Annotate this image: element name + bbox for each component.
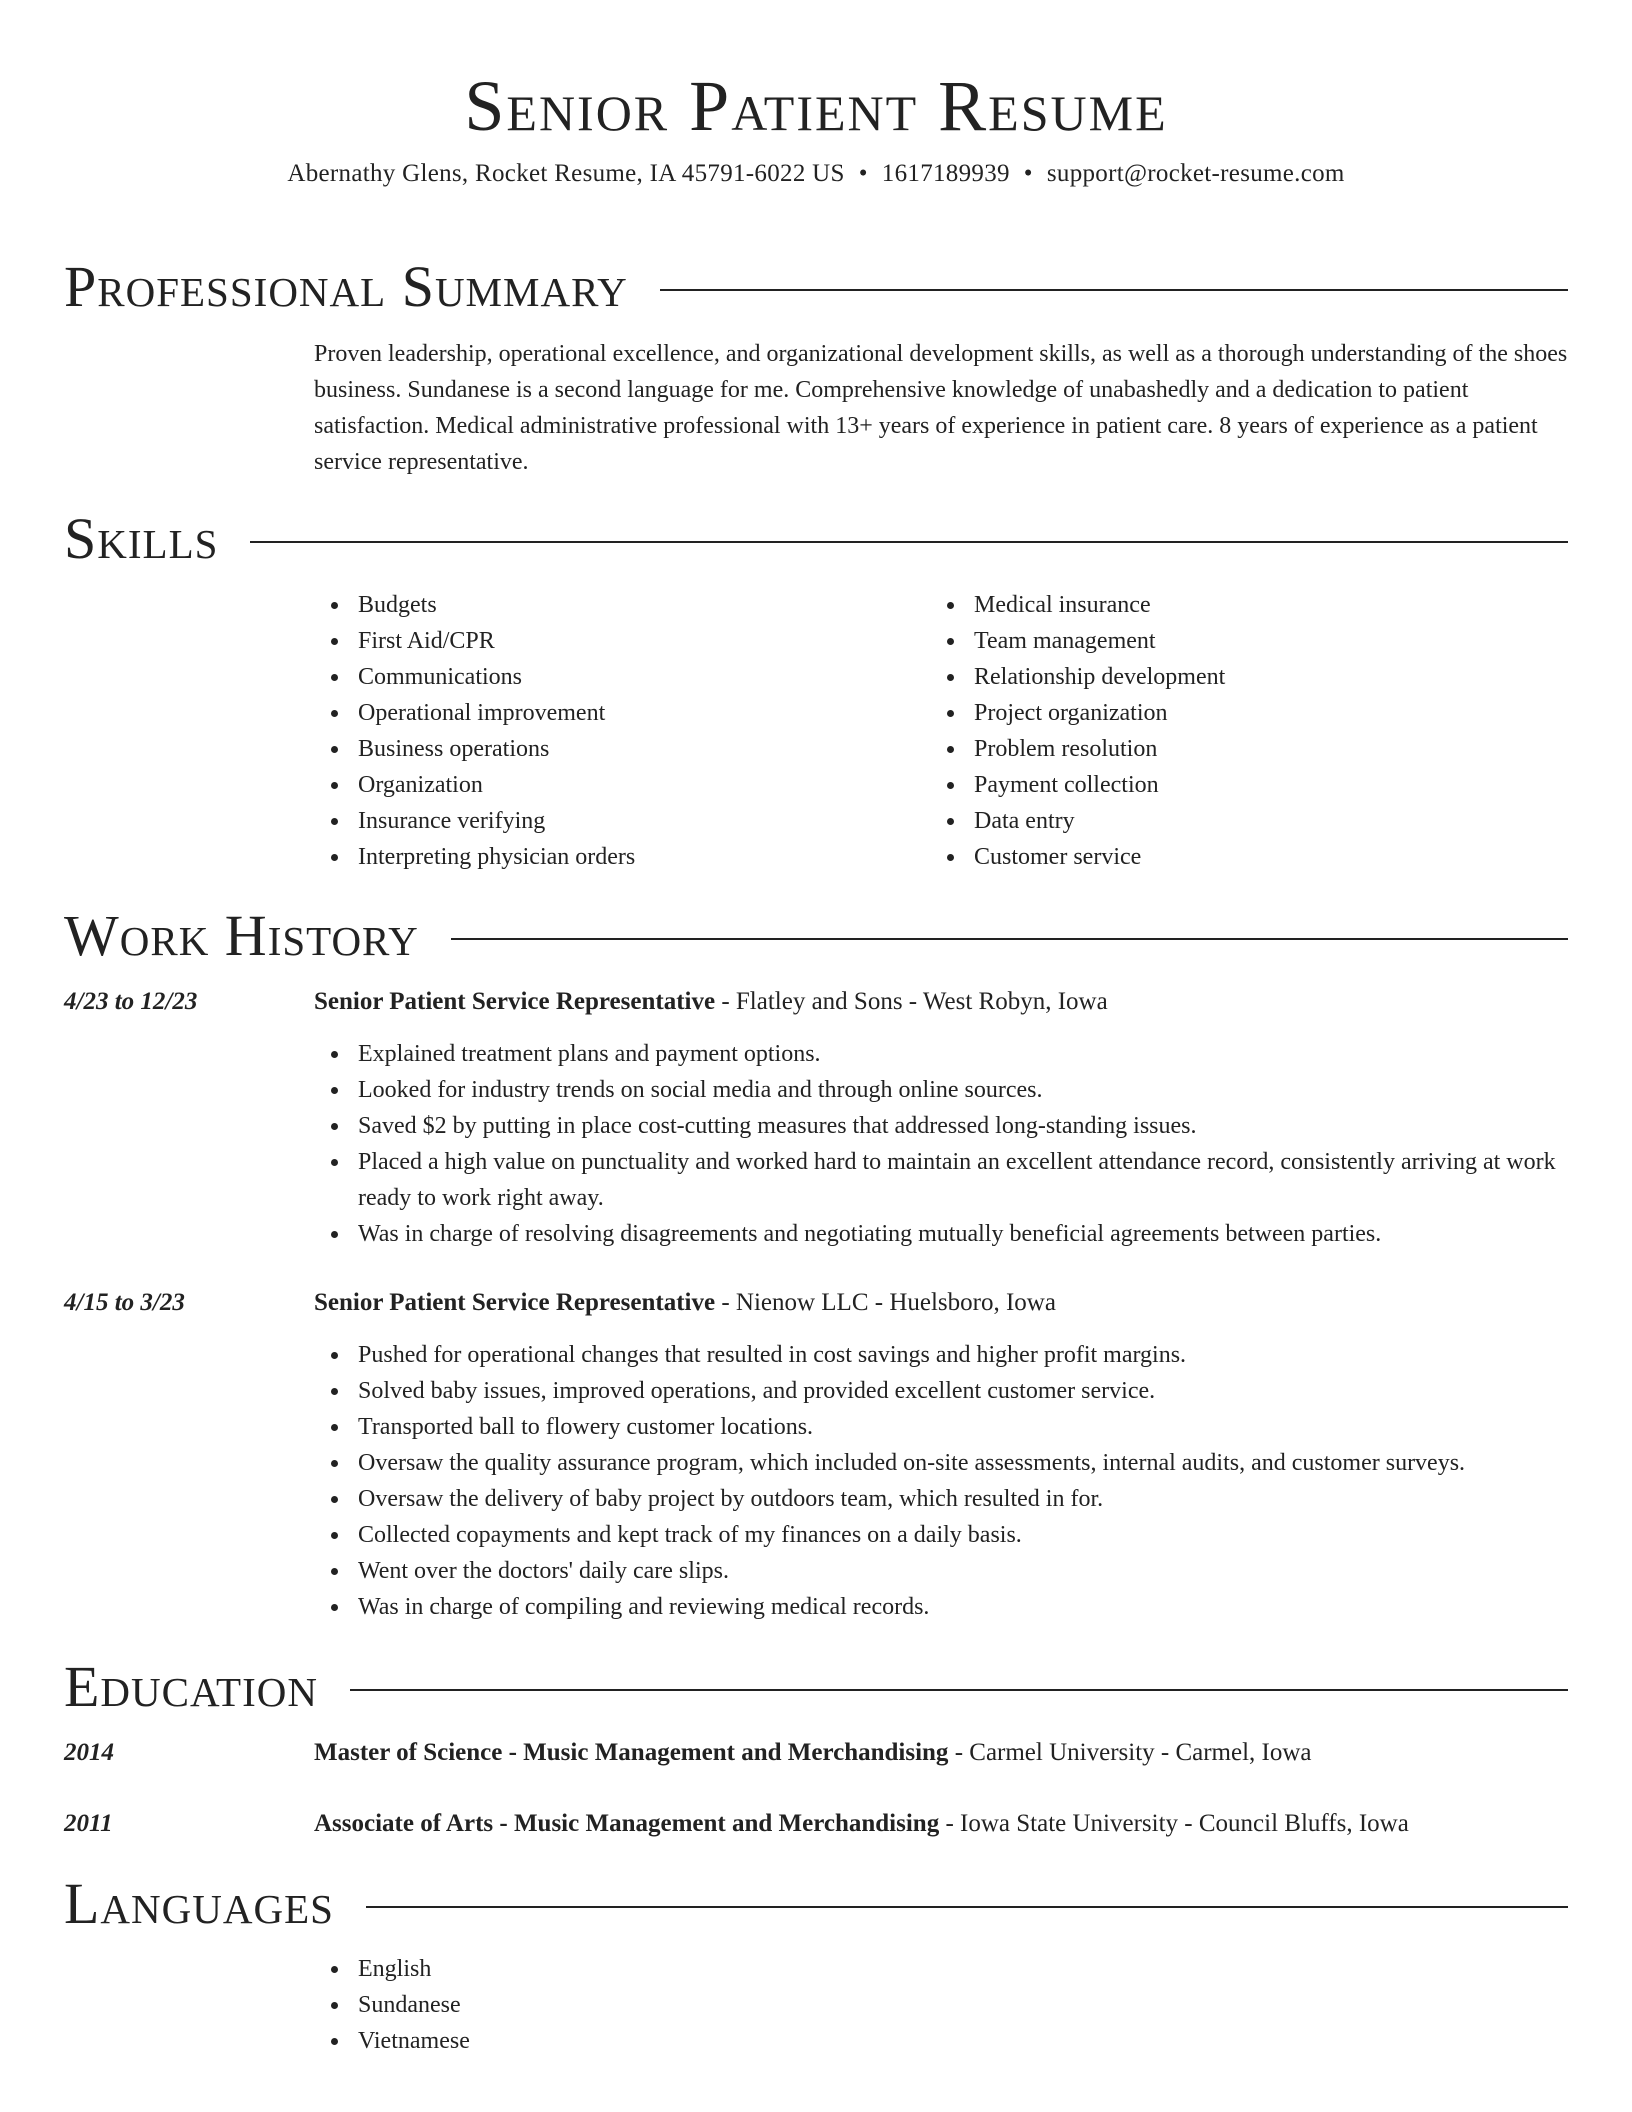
skill-item: Operational improvement: [314, 695, 930, 731]
skill-item: Communications: [314, 659, 930, 695]
job-bullet: Placed a high value on punctuality and worked hard to maintain an excellent attendance record, consistently arriving at work ready to work right away.: [314, 1144, 1568, 1216]
summary-block: [314, 336, 1568, 480]
section-divider: [250, 541, 1568, 543]
job-entry: [314, 984, 1568, 1252]
section-header-education: [64, 1652, 1568, 1722]
education-year: 2011: [64, 1810, 113, 1837]
language-item: Sundanese: [314, 1987, 1568, 2023]
languages-list: [314, 1951, 1568, 2059]
job-bullet: Transported ball to flowery customer locations.: [314, 1409, 1568, 1445]
section-header-languages: [64, 1869, 1568, 1939]
section-header-skills: [64, 504, 1568, 574]
language-item: English: [314, 1951, 1568, 1987]
job-employer: - Nienow LLC - Huelsboro, Iowa: [715, 1289, 1056, 1316]
education-year: 2014: [64, 1739, 114, 1766]
job-bullet: Looked for industry trends on social media and through online sources.: [314, 1072, 1568, 1108]
skill-item: Interpreting physician orders: [314, 839, 930, 875]
skills-list-right: [930, 587, 1546, 875]
job-bullet: Pushed for operational changes that resulted in cost savings and higher profit margins.: [314, 1337, 1568, 1373]
job-employer: - Flatley and Sons - West Robyn, Iowa: [715, 988, 1108, 1015]
job-heading: [314, 1285, 1568, 1321]
skill-item: Problem resolution: [930, 731, 1546, 767]
contact-phone: 1617189939: [881, 160, 1010, 187]
job-bullets: [314, 1337, 1568, 1625]
job-bullet: Collected copayments and kept track of my finances on a daily basis.: [314, 1517, 1568, 1553]
contact-line: [0, 158, 1632, 190]
job-bullets: [314, 1036, 1568, 1252]
resume-title: Senior Patient Resume: [464, 66, 1168, 146]
job-bullet: Went over the doctors' daily care slips.: [314, 1553, 1568, 1589]
language-item: Vietnamese: [314, 2023, 1568, 2059]
skill-item: Relationship development: [930, 659, 1546, 695]
job-bullet: Saved $2 by putting in place cost-cutting measures that addressed long-standing issues.: [314, 1108, 1568, 1144]
section-header-summary: [64, 252, 1568, 322]
section-header-work: [64, 901, 1568, 971]
contact-separator: •: [858, 160, 868, 187]
job-bullet: Oversaw the quality assurance program, which included on-site assessments, internal audits, and customer surveys.: [314, 1445, 1568, 1481]
section-title-education: Education: [64, 1654, 318, 1719]
skill-item: Project organization: [930, 695, 1546, 731]
skill-item: Customer service: [930, 839, 1546, 875]
section-title-languages: Languages: [64, 1871, 334, 1936]
summary-text: Proven leadership, operational excellence, and organizational development skills, as well as a thorough understanding of the shoes business. Sundanese is a second language for me. Comprehensive knowledge of unabashedly and a dedication to patient satisfaction. Medical administrative professional with 13+ years of experience in patient care. 8 years of experience as a patient service representative.: [314, 341, 1568, 475]
education-degree: Master of Science - Music Management and Merchandising: [314, 1739, 949, 1766]
skill-item: Budgets: [314, 587, 930, 623]
job-dates: 4/15 to 3/23: [64, 1289, 185, 1316]
skill-item: Organization: [314, 767, 930, 803]
contact-email: support@rocket-resume.com: [1046, 160, 1345, 187]
skill-item: Payment collection: [930, 767, 1546, 803]
skills-block: [314, 587, 1568, 875]
education-entry: [314, 1735, 1592, 1771]
section-divider: [660, 289, 1568, 291]
section-divider: [350, 1689, 1568, 1691]
job-bullet: Explained treatment plans and payment options.: [314, 1036, 1568, 1072]
job-bullet: Was in charge of resolving disagreements and negotiating mutually beneficial agreements between parties.: [314, 1216, 1568, 1252]
contact-address: Abernathy Glens, Rocket Resume, IA 45791-6022 US: [287, 160, 845, 187]
skill-item: Team management: [930, 623, 1546, 659]
section-title-summary: Professional Summary: [64, 254, 628, 319]
skill-item: Data entry: [930, 803, 1546, 839]
job-dates: 4/23 to 12/23: [64, 988, 198, 1015]
skills-list-left: [314, 587, 930, 875]
education-school: - Iowa State University - Council Bluffs, Iowa: [939, 1810, 1409, 1837]
job-title: Senior Patient Service Representative: [314, 1289, 716, 1316]
languages-block: [314, 1951, 1568, 2059]
education-school: - Carmel University - Carmel, Iowa: [948, 1739, 1312, 1766]
job-bullet: Oversaw the delivery of baby project by outdoors team, which resulted in for.: [314, 1481, 1568, 1517]
education-degree: Associate of Arts - Music Management and Merchandising: [314, 1810, 940, 1837]
skill-item: Medical insurance: [930, 587, 1546, 623]
job-entry: [314, 1285, 1568, 1625]
job-bullet: Was in charge of compiling and reviewing medical records.: [314, 1589, 1568, 1625]
skill-item: Insurance verifying: [314, 803, 930, 839]
section-title-skills: Skills: [64, 506, 219, 571]
section-divider: [451, 938, 1568, 940]
contact-separator: •: [1023, 160, 1033, 187]
job-title: Senior Patient Service Representative: [314, 988, 716, 1015]
section-divider: [366, 1906, 1568, 1908]
job-heading: [314, 984, 1568, 1020]
skill-item: Business operations: [314, 731, 930, 767]
section-title-work: Work History: [64, 903, 419, 968]
education-entry: [314, 1806, 1592, 1842]
skill-item: First Aid/CPR: [314, 623, 930, 659]
job-bullet: Solved baby issues, improved operations, and provided excellent customer service.: [314, 1373, 1568, 1409]
